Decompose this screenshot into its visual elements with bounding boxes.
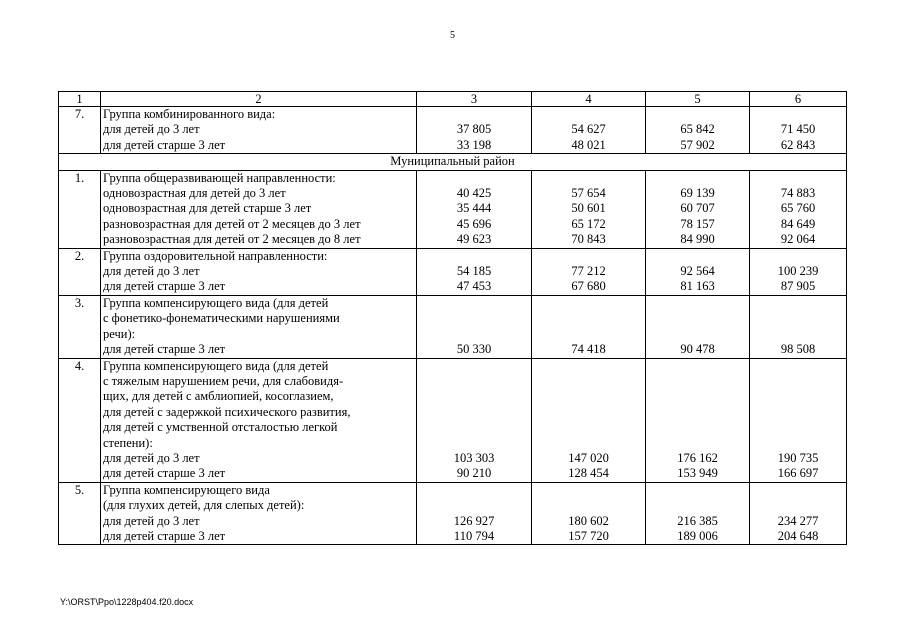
value-line <box>648 107 747 122</box>
value-line: 49 623 <box>456 232 492 247</box>
value-line <box>752 405 844 420</box>
value-line: 45 696 <box>456 216 492 231</box>
value-cell-col5 <box>646 295 750 358</box>
description-line: для детей с задержкой психического развития, <box>103 404 351 419</box>
description-line: одновозрастная для детей до 3 лет <box>103 186 286 201</box>
value-line <box>534 405 643 420</box>
row-description <box>101 295 417 358</box>
value-line: 67 680 <box>571 279 606 294</box>
value-line <box>419 171 529 186</box>
value-cell-col3 <box>417 248 532 295</box>
description-line: для детей старше 3 лет <box>103 466 226 481</box>
value-line: 65 760 <box>780 201 816 216</box>
description-line: для детей старше 3 лет <box>103 279 226 294</box>
value-line <box>534 498 643 513</box>
value-line: 40 425 <box>456 186 492 201</box>
value-line: 100 239 <box>777 264 819 279</box>
row-number: 2. <box>59 248 101 295</box>
table-row <box>59 295 847 358</box>
value-line <box>648 405 747 420</box>
value-line <box>648 359 747 374</box>
value-line: 157 720 <box>568 528 609 543</box>
value-line: 128 454 <box>568 466 609 481</box>
value-cell-col5 <box>646 358 750 482</box>
value-line <box>648 171 747 186</box>
row-description <box>101 358 417 482</box>
value-line <box>648 327 747 342</box>
value-line: 62 843 <box>780 137 816 152</box>
description-line: для детей до 3 лет <box>103 513 200 528</box>
value-line: 35 444 <box>456 201 492 216</box>
value-cell-col5 <box>646 170 750 248</box>
row-description <box>101 248 417 295</box>
row-number: 4. <box>59 358 101 482</box>
value-line <box>752 249 844 264</box>
value-line: 69 139 <box>680 186 715 201</box>
description-line: Группа комбинированного вида: <box>103 107 276 121</box>
value-line <box>648 389 747 404</box>
column-header-3: 3 <box>417 92 532 107</box>
value-line <box>419 436 529 451</box>
value-line: 74 418 <box>571 342 606 357</box>
description-line: для детей старше 3 лет <box>103 137 226 152</box>
value-line: 65 172 <box>571 216 606 231</box>
value-cell-col4 <box>532 358 646 482</box>
value-cell-col4 <box>532 107 646 154</box>
value-line: 57 654 <box>571 186 606 201</box>
value-line: 153 949 <box>677 466 718 481</box>
description-line: для детей старше 3 лет <box>103 342 226 357</box>
value-cell-col6 <box>750 482 847 545</box>
value-cell-col4 <box>532 170 646 248</box>
value-line <box>752 389 844 404</box>
value-line: 147 020 <box>568 450 609 465</box>
column-header-4: 4 <box>532 92 646 107</box>
description-line: с тяжелым нарушением речи, для слабовидя- <box>103 373 344 388</box>
value-line: 189 006 <box>677 528 718 543</box>
description-line: Группа компенсирующего вида (для детей <box>103 295 329 310</box>
column-header-6: 6 <box>750 92 847 107</box>
value-line: 47 453 <box>456 279 492 294</box>
description-line: Группа компенсирующего вида (для детей <box>103 358 329 373</box>
value-line: 54 185 <box>456 264 492 279</box>
tariff-table <box>58 91 847 545</box>
value-line <box>752 420 844 435</box>
value-line: 84 649 <box>780 216 816 231</box>
value-line <box>419 327 529 342</box>
column-header-5: 5 <box>646 92 750 107</box>
value-line: 84 990 <box>680 232 715 247</box>
value-cell-col3 <box>417 170 532 248</box>
description-line: Группа компенсирующего вида <box>103 482 270 497</box>
value-line: 176 162 <box>677 450 718 465</box>
description-line: для детей до 3 лет <box>103 122 200 137</box>
value-line: 70 843 <box>571 232 606 247</box>
table-row <box>59 358 847 482</box>
value-line: 126 927 <box>453 513 495 528</box>
value-line <box>648 249 747 264</box>
description-line: для детей до 3 лет <box>103 450 200 465</box>
value-line <box>419 107 529 122</box>
description-line: для детей до 3 лет <box>103 264 200 279</box>
description-line: одновозрастная для детей старше 3 лет <box>103 201 312 216</box>
description-line: степени): <box>103 435 153 450</box>
value-line <box>419 420 529 435</box>
value-line <box>534 359 643 374</box>
value-line: 57 902 <box>680 137 715 152</box>
value-line: 216 385 <box>677 513 718 528</box>
description-line: Группа оздоровительной направленности: <box>103 248 328 263</box>
value-line: 54 627 <box>571 122 606 137</box>
section-title: Муниципальный район <box>59 154 847 170</box>
value-line <box>648 498 747 513</box>
value-line <box>534 436 643 451</box>
value-line <box>752 436 844 451</box>
value-line: 103 303 <box>453 450 495 465</box>
value-cell-col6 <box>750 170 847 248</box>
value-line: 110 794 <box>453 528 495 543</box>
value-line: 180 602 <box>568 513 609 528</box>
column-header-1: 1 <box>59 92 101 107</box>
value-line <box>752 483 844 498</box>
value-line <box>534 107 643 122</box>
value-line: 92 064 <box>780 232 816 247</box>
value-line: 166 697 <box>777 466 819 481</box>
section-row <box>59 154 847 170</box>
value-line: 81 163 <box>680 279 715 294</box>
row-number: 1. <box>59 170 101 248</box>
value-line <box>534 483 643 498</box>
value-line <box>419 374 529 389</box>
description-line: разновозрастная для детей от 2 месяцев до 8 лет <box>103 232 361 247</box>
value-line <box>752 171 844 186</box>
table-row <box>59 482 847 545</box>
value-line: 90 210 <box>456 466 492 481</box>
row-description <box>101 170 417 248</box>
description-line: Группа общеразвивающей направленности: <box>103 170 336 185</box>
value-line <box>534 420 643 435</box>
description-line: щих, для детей с амблиопией, косоглазием, <box>103 389 334 404</box>
value-line: 50 330 <box>456 342 492 357</box>
value-line: 50 601 <box>571 201 606 216</box>
description-line: (для глухих детей, для слепых детей): <box>103 498 305 513</box>
value-line: 190 735 <box>777 450 819 465</box>
value-line <box>534 171 643 186</box>
value-cell-col6 <box>750 295 847 358</box>
value-cell-col6 <box>750 107 847 154</box>
value-line <box>648 296 747 311</box>
value-cell-col4 <box>532 248 646 295</box>
value-line <box>534 249 643 264</box>
value-line <box>419 389 529 404</box>
value-line <box>419 249 529 264</box>
value-cell-col3 <box>417 107 532 154</box>
table-row <box>59 107 847 154</box>
value-line: 60 707 <box>680 201 715 216</box>
value-line <box>419 311 529 326</box>
value-line: 87 905 <box>780 279 816 294</box>
value-line <box>534 296 643 311</box>
value-line: 71 450 <box>780 122 816 137</box>
description-line: разновозрастная для детей от 2 месяцев до 3 лет <box>103 216 361 231</box>
value-cell-col5 <box>646 107 750 154</box>
value-line <box>648 374 747 389</box>
value-line: 78 157 <box>680 216 715 231</box>
value-cell-col3 <box>417 482 532 545</box>
value-line: 33 198 <box>456 137 492 152</box>
value-line: 48 021 <box>571 137 606 152</box>
value-line <box>648 436 747 451</box>
value-line <box>752 296 844 311</box>
description-line: для детей с умственной отсталостью легкой <box>103 420 338 435</box>
column-header-row <box>59 92 847 107</box>
value-line <box>752 107 844 122</box>
value-cell-col6 <box>750 358 847 482</box>
value-line <box>752 327 844 342</box>
value-line <box>534 327 643 342</box>
page-number: 5 <box>450 30 455 41</box>
value-line <box>419 483 529 498</box>
row-number: 7. <box>59 107 101 154</box>
description-line: речи): <box>103 326 136 341</box>
value-cell-col4 <box>532 295 646 358</box>
value-line: 204 648 <box>777 528 819 543</box>
value-line <box>752 311 844 326</box>
value-line <box>752 374 844 389</box>
value-cell-col4 <box>532 482 646 545</box>
value-line <box>419 405 529 420</box>
value-line: 74 883 <box>780 186 816 201</box>
value-line <box>648 311 747 326</box>
row-description <box>101 482 417 545</box>
value-line <box>752 359 844 374</box>
value-line <box>534 311 643 326</box>
value-line: 98 508 <box>780 342 816 357</box>
value-line <box>419 498 529 513</box>
value-line <box>648 420 747 435</box>
row-number: 3. <box>59 295 101 358</box>
value-cell-col6 <box>750 248 847 295</box>
description-line: с фонетико-фонематическими нарушениями <box>103 311 340 326</box>
value-cell-col3 <box>417 295 532 358</box>
description-line: для детей старше 3 лет <box>103 528 226 543</box>
value-line <box>534 374 643 389</box>
value-cell-col5 <box>646 482 750 545</box>
table-row <box>59 170 847 248</box>
value-line: 77 212 <box>571 264 606 279</box>
value-line <box>419 296 529 311</box>
value-line: 37 805 <box>456 122 492 137</box>
value-cell-col5 <box>646 248 750 295</box>
value-line <box>648 483 747 498</box>
footer-file-path: Y:\ORST\Ppo\1228p404.f20.docx <box>60 597 194 607</box>
row-description <box>101 107 417 154</box>
value-line <box>534 389 643 404</box>
value-line: 90 478 <box>680 342 715 357</box>
value-line: 92 564 <box>680 264 715 279</box>
row-number: 5. <box>59 482 101 545</box>
value-line: 234 277 <box>777 513 819 528</box>
value-line: 65 842 <box>680 122 715 137</box>
table-row <box>59 248 847 295</box>
value-line <box>752 498 844 513</box>
column-header-2: 2 <box>101 92 417 107</box>
value-cell-col3 <box>417 358 532 482</box>
value-line <box>419 359 529 374</box>
